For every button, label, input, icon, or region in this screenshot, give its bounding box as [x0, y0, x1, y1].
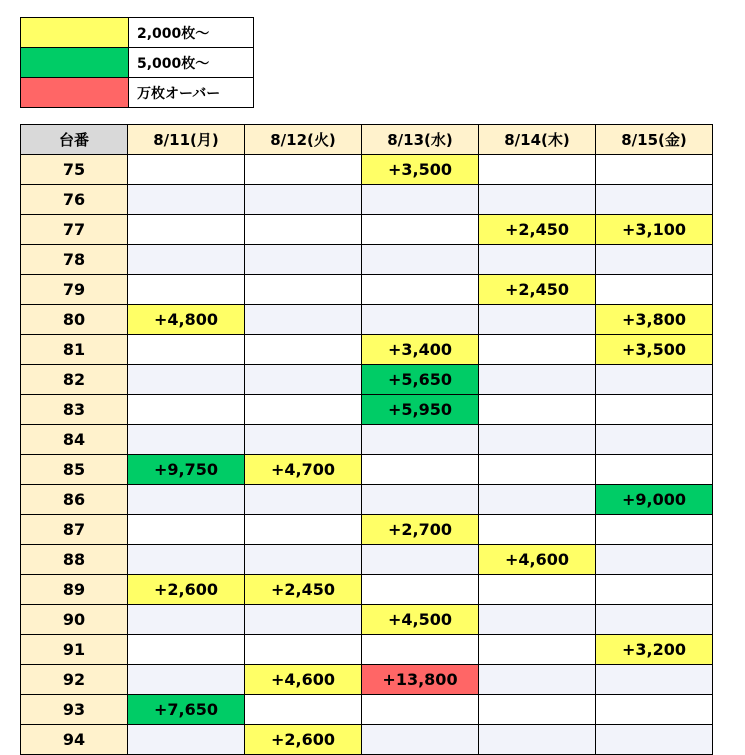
payout-cell	[362, 485, 479, 515]
payout-cell: +2,600	[245, 725, 362, 755]
payout-cell	[596, 605, 713, 635]
payout-cell	[245, 275, 362, 305]
payout-cell: +5,950	[362, 395, 479, 425]
payout-cell	[128, 365, 245, 395]
day-header: 8/12(火)	[245, 125, 362, 155]
machine-number-cell: 92	[21, 665, 128, 695]
machine-number-cell: 94	[21, 725, 128, 755]
machine-number-cell: 77	[21, 215, 128, 245]
payout-cell	[596, 185, 713, 215]
payout-cell	[479, 245, 596, 275]
machine-number-cell: 91	[21, 635, 128, 665]
machine-number-cell: 83	[21, 395, 128, 425]
payout-cell: +4,800	[128, 305, 245, 335]
payout-cell: +7,650	[128, 695, 245, 725]
payout-cell	[479, 185, 596, 215]
payout-cell	[245, 425, 362, 455]
machine-number-cell: 88	[21, 545, 128, 575]
machine-number-cell: 82	[21, 365, 128, 395]
payout-cell: +2,600	[128, 575, 245, 605]
legend-swatch-yellow	[21, 18, 129, 48]
payout-cell	[128, 425, 245, 455]
payout-cell: +2,700	[362, 515, 479, 545]
payout-cell	[362, 275, 479, 305]
payout-cell	[596, 665, 713, 695]
payout-cell	[245, 185, 362, 215]
table-row	[21, 395, 713, 425]
payout-cell: +4,700	[245, 455, 362, 485]
payout-cell	[245, 365, 362, 395]
table-row	[21, 635, 713, 665]
legend-label: 2,000枚～	[129, 18, 254, 48]
machine-number-cell: 79	[21, 275, 128, 305]
payout-cell	[479, 575, 596, 605]
legend-swatch-green	[21, 48, 129, 78]
machine-number-cell: 80	[21, 305, 128, 335]
payout-cell	[479, 335, 596, 365]
table-row	[21, 485, 713, 515]
payout-cell	[362, 575, 479, 605]
legend-row	[21, 48, 254, 78]
payout-cell	[596, 425, 713, 455]
payout-cell	[128, 155, 245, 185]
payout-cell: +2,450	[245, 575, 362, 605]
payout-cell	[362, 305, 479, 335]
payout-cell: +3,200	[596, 635, 713, 665]
payout-cell	[362, 455, 479, 485]
legend-swatch-red	[21, 78, 129, 108]
payout-cell	[245, 335, 362, 365]
legend-row	[21, 18, 254, 48]
payout-cell: +4,600	[245, 665, 362, 695]
payout-cell	[479, 455, 596, 485]
payout-cell	[596, 515, 713, 545]
payout-cell	[245, 395, 362, 425]
payout-cell	[479, 605, 596, 635]
table-row	[21, 455, 713, 485]
payout-cell	[479, 365, 596, 395]
payout-cell	[128, 395, 245, 425]
payout-cell: +3,800	[596, 305, 713, 335]
machine-number-header: 台番	[21, 125, 128, 155]
payout-cell	[596, 695, 713, 725]
payout-cell	[596, 155, 713, 185]
table-row	[21, 605, 713, 635]
payout-cell	[128, 245, 245, 275]
payout-cell	[479, 305, 596, 335]
table-row	[21, 545, 713, 575]
table-row	[21, 215, 713, 245]
table-row	[21, 515, 713, 545]
legend-table	[20, 17, 254, 108]
payout-cell	[245, 215, 362, 245]
payout-cell	[128, 215, 245, 245]
payout-cell	[596, 365, 713, 395]
payout-cell	[128, 185, 245, 215]
machine-number-cell: 87	[21, 515, 128, 545]
day-header: 8/13(水)	[362, 125, 479, 155]
payout-cell	[596, 575, 713, 605]
legend-label: 5,000枚～	[129, 48, 254, 78]
day-header: 8/15(金)	[596, 125, 713, 155]
table-row	[21, 365, 713, 395]
payout-cell	[245, 515, 362, 545]
payout-cell	[596, 545, 713, 575]
payout-cell	[245, 485, 362, 515]
header-row	[21, 125, 713, 155]
payout-cell	[362, 245, 479, 275]
table-row	[21, 335, 713, 365]
legend-row	[21, 78, 254, 108]
table-row	[21, 275, 713, 305]
payout-cell: +9,000	[596, 485, 713, 515]
payout-cell	[128, 545, 245, 575]
machine-number-cell: 86	[21, 485, 128, 515]
table-row	[21, 725, 713, 755]
payout-cell: +4,500	[362, 605, 479, 635]
payout-cell	[128, 335, 245, 365]
payout-cell: +9,750	[128, 455, 245, 485]
payout-cell	[596, 725, 713, 755]
payout-cell	[479, 155, 596, 185]
payout-cell	[362, 725, 479, 755]
payout-cell	[479, 395, 596, 425]
table-row	[21, 245, 713, 275]
payout-cell	[128, 515, 245, 545]
day-header: 8/14(木)	[479, 125, 596, 155]
machine-number-cell: 93	[21, 695, 128, 725]
payout-cell	[245, 695, 362, 725]
payout-cell	[128, 605, 245, 635]
payout-cell	[245, 635, 362, 665]
payout-cell: +4,600	[479, 545, 596, 575]
payout-cell	[362, 545, 479, 575]
payout-cell	[362, 215, 479, 245]
table-row	[21, 185, 713, 215]
payout-cell	[362, 425, 479, 455]
payout-cell	[245, 605, 362, 635]
payout-cell	[128, 635, 245, 665]
payout-cell	[245, 245, 362, 275]
day-header: 8/11(月)	[128, 125, 245, 155]
payout-table	[20, 124, 713, 755]
payout-cell	[596, 455, 713, 485]
payout-cell: +2,450	[479, 215, 596, 245]
machine-number-cell: 81	[21, 335, 128, 365]
payout-cell	[479, 425, 596, 455]
payout-cell	[479, 515, 596, 545]
machine-number-cell: 85	[21, 455, 128, 485]
payout-cell	[128, 665, 245, 695]
payout-cell	[596, 395, 713, 425]
payout-cell	[245, 305, 362, 335]
payout-cell	[479, 665, 596, 695]
payout-cell	[596, 245, 713, 275]
machine-number-cell: 89	[21, 575, 128, 605]
table-body	[21, 155, 713, 755]
payout-cell: +5,650	[362, 365, 479, 395]
payout-cell	[362, 695, 479, 725]
payout-cell	[128, 725, 245, 755]
payout-cell: +2,450	[479, 275, 596, 305]
payout-cell: +13,800	[362, 665, 479, 695]
payout-cell	[596, 275, 713, 305]
machine-number-cell: 84	[21, 425, 128, 455]
payout-cell	[128, 275, 245, 305]
table-row	[21, 305, 713, 335]
machine-number-cell: 78	[21, 245, 128, 275]
payout-cell	[479, 485, 596, 515]
legend-label: 万枚オーバー	[129, 78, 254, 108]
payout-cell: +3,500	[596, 335, 713, 365]
payout-cell	[479, 695, 596, 725]
payout-cell	[479, 725, 596, 755]
table-row	[21, 575, 713, 605]
machine-number-cell: 90	[21, 605, 128, 635]
machine-number-cell: 75	[21, 155, 128, 185]
payout-cell: +3,100	[596, 215, 713, 245]
table-row	[21, 695, 713, 725]
payout-cell	[245, 155, 362, 185]
payout-cell: +3,500	[362, 155, 479, 185]
table-row	[21, 665, 713, 695]
payout-cell	[362, 635, 479, 665]
payout-cell: +3,400	[362, 335, 479, 365]
payout-cell	[245, 545, 362, 575]
machine-number-cell: 76	[21, 185, 128, 215]
payout-cell	[362, 185, 479, 215]
payout-cell	[479, 635, 596, 665]
table-row	[21, 155, 713, 185]
table-row	[21, 425, 713, 455]
payout-cell	[128, 485, 245, 515]
